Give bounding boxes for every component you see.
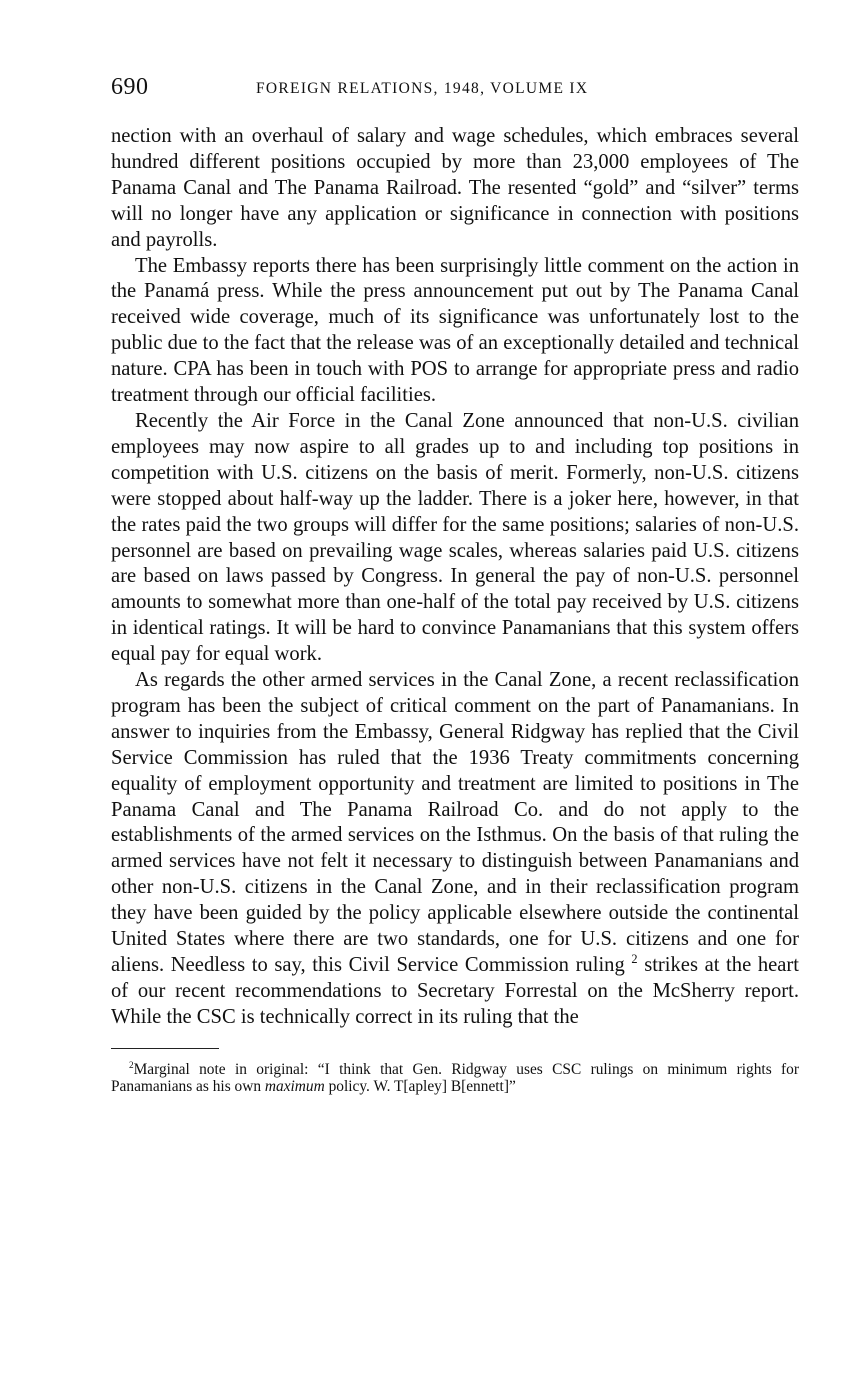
footnote-divider xyxy=(111,1048,219,1049)
footnote-marker: 2 xyxy=(129,1059,134,1070)
paragraph-armed-services xyxy=(111,668,799,1031)
footnote-reference[interactable]: 2 xyxy=(631,952,638,967)
paragraph-air-force: Recently the Air Force in the Canal Zone announced that non-U.S. civilian employees may now aspire to all grades up to and including top positions in competition with U.S. citizens on the basis of merit. Formerly, non-U.S. citizens were stopped about half-way up the ladder. There is a joker here, however, in that the rates paid the two groups will differ for the same positions; salaries of non-U.S. personnel are based on prevailing wage scales, whereas salaries paid U.S. citizens are based on laws passed by Congress. In general the pay of non-U.S. personnel amounts to somewhat more than one-half of the total pay received by U.S. citizens in identical ratings. It will be hard to convince Panamanians that this system offers equal pay for equal work. xyxy=(111,409,799,666)
footnote-text-after: policy. W. T[apley] B[ennett]” xyxy=(324,1077,516,1095)
paragraph-text-after-note: strikes at the heart of our recent recommendations to Secretary Forrestal on the McSherry report. While the CSC is technically correct in its ruling that the xyxy=(111,954,799,1028)
paragraph-embassy-press: The Embassy reports there has been surprisingly little comment on the action in the Panamá press. While the press announcement put out by The Panama Canal received wide coverage, much of its significance was unfortunately lost to the public due to the fact that the release was of an exceptionally detailed and technical nature. CPA has been in touch with POS to arrange for appropriate press and radio treatment through our official facilities. xyxy=(111,254,799,407)
paragraph-text-before-note: As regards the other armed services in the Canal Zone, a recent reclassification program has been the subject of critical comment on the part of Panamanians. In answer to inquiries from the Embassy, General Ridgway has replied that the Civil Service Commission has ruled that the 1936 Treaty commitments concerning equality of employment opportunity and treatment are limited to positions in The Panama Canal and The Panama Railroad Co. and do not apply to the establishments of the armed services on the Isthmus. On the basis of that ruling the armed services have not felt it necessary to distinguish between Panamanians and other non-U.S. citizens in the Canal Zone, and in their reclassification program they have been guided by the policy applicable elsewhere outside the continental United States where there are two standards, one for U.S. citizens and one for aliens. Needless to say, this Civil Service Commission ruling xyxy=(111,669,799,976)
footnote-text-before: Marginal note in original: “I think that Gen. Ridgway uses CSC rulings on minimum rights for Panamanians as his own xyxy=(111,1060,799,1095)
body-text xyxy=(111,124,799,1031)
footnote xyxy=(111,1061,799,1095)
paragraph-continuation: nection with an overhaul of salary and wage schedules, which embraces several hundred different positions occupied by more than 23,000 employees of The Panama Canal and The Panama Railroad. The resented “gold” and “silver” terms will no longer have any application or significance in connection with positions and payrolls. xyxy=(111,125,799,251)
footnote-emphasis: maximum xyxy=(264,1077,325,1095)
running-header xyxy=(111,74,799,110)
page-number: 690 xyxy=(111,74,149,100)
running-title: FOREIGN RELATIONS, 1948, VOLUME IX xyxy=(256,80,589,97)
document-page xyxy=(111,74,799,1095)
